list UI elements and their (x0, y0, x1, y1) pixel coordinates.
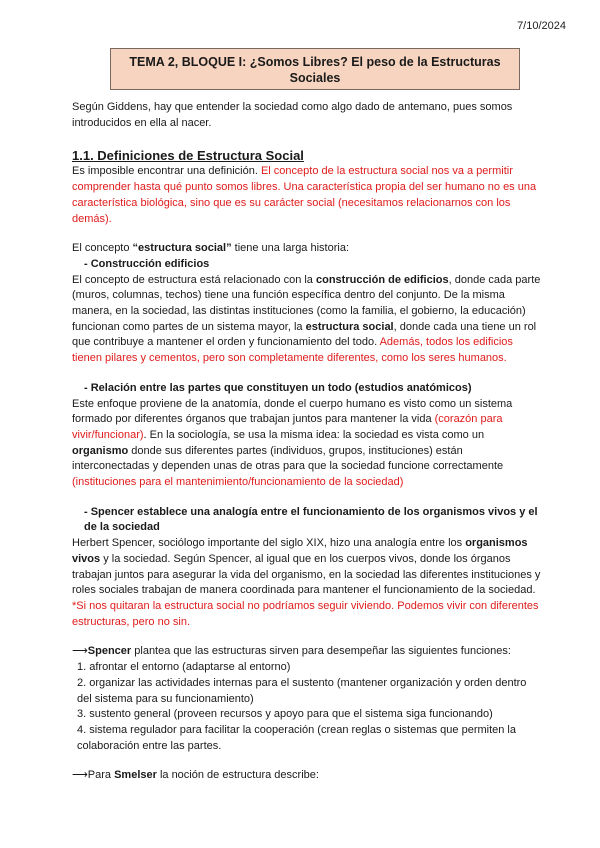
relacion-paragraph: Este enfoque proviene de la anatomía, donde el cuerpo humano es visto como un sistema formado por diferentes órganos que trabajan juntos para mantener la vida (corazón para vivir/funcionar). En la sociología, se usa la misma idea: la sociedad es vista como un organismo donde sus diferentes partes (individuos, grupos, instituciones) están interconectadas y dependen unas de otras para que la sociedad funcione correctamente (instituciones para el mantenimiento/funcionamiento de la sociedad) (72, 397, 513, 489)
definitions-red-text: El concepto de la estructura social nos va a permitir comprender hasta qué punto somos libres. Una característica propia del ser humano no es una característica biológica, sino que es su carácter social (necesitamos relacionarnos con los demás). (72, 165, 537, 225)
topic-title-box (110, 48, 520, 90)
topic-title-line1: TEMA 2, BLOQUE I: ¿Somos Libres? El peso de la Estructuras (129, 55, 501, 69)
definitions-paragraph: Es imposible encontrar una definición. El concepto de la estructura social nos va a permitir comprender hasta qué punto somos libres. Una característica propia del ser humano no es una característica biológica, sino que es su carácter social (necesitamos relacionarnos con los demás). (72, 165, 537, 225)
construccion-red-text: Además, todos los edificios tienen pilares y cementos, pero son completamente diferentes, como los seres humanos. (72, 336, 513, 365)
smelser-lead: ⟶Para Smelser la noción de estructura describe: (72, 769, 319, 782)
arrow-icon: ⟶ (72, 769, 88, 782)
arrow-icon: ⟶ (72, 645, 88, 658)
subheading-construccion: - Construcción edificios (84, 257, 210, 270)
function-item-2: 2. organizar las actividades internas para el sustento (mantener organización y orden dentro del sistema para su funcionamiento) (77, 676, 527, 705)
document-body (72, 100, 542, 784)
document-date: 7/10/2024 (517, 20, 566, 32)
intro-paragraph: Según Giddens, hay que entender la sociedad como algo dado de antemano, pues somos introducidos en ella al nacer. (72, 101, 513, 129)
subheading-relacion: - Relación entre las partes que constituyen un todo (estudios anatómicos) (84, 381, 472, 394)
topic-title-line2: Sociales (289, 71, 341, 85)
function-item-3: 3. sustento general (proveen recursos y apoyo para que el sistema siga funcionando) (77, 708, 493, 721)
section-heading-definitions: 1.1. Definiciones de Estructura Social (72, 148, 304, 164)
concept-paragraph: El concepto “estructura social” tiene una larga historia: (72, 242, 350, 255)
subheading-spencer: - Spencer establece una analogía entre el funcionamiento de los organismos vivos y el de la sociedad (84, 505, 538, 534)
spencer-note: *Si nos quitaran la estructura social no podríamos seguir viviendo. Podemos vivir con diferentes estructuras, pero no sin. (72, 599, 539, 628)
function-item-1: 1. afrontar el entorno (adaptarse al entorno) (77, 661, 291, 674)
functions-lead: ⟶Spencer plantea que las estructuras sirven para desempeñar las siguientes funciones: (72, 645, 511, 658)
function-item-4: 4. sistema regulador para facilitar la cooperación (crean reglas o sistemas que permiten la colaboración entre las partes. (77, 723, 516, 752)
construccion-paragraph: El concepto de estructura está relacionado con la construcción de edificios, donde cada parte (muros, columnas, techos) tiene una función específica dentro del conjunto. De la misma manera, en la sociedad, las distintas instituciones (como la familia, el gobierno, la educación) funcionan como partes de un sistema mayor, la estructura social, donde cada una tiene un rol que contribuye a mantener el orden y funcionamiento del todo. Además, todos los edificios tienen pilares y cementos, pero son completamente diferentes, como los seres humanos. (72, 273, 541, 365)
spencer-paragraph: Herbert Spencer, sociólogo importante del siglo XIX, hizo una analogía entre los organismos vivos y la sociedad. Según Spencer, al igual que en los cuerpos vivos, donde los órganos trabajan juntos para asegurar la vida del organismo, en la sociedad las diferentes instituciones y roles sociales trabajan de manera coordinada para mantener el funcionamiento de la sociedad. (72, 537, 541, 597)
